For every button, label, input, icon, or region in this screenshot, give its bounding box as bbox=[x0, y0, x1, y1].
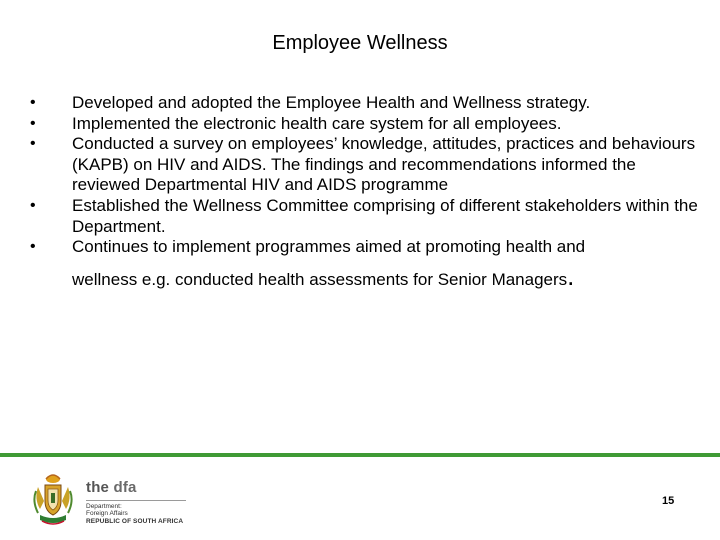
page-title: Employee Wellness bbox=[272, 32, 448, 54]
brand-subtitle bbox=[86, 503, 183, 525]
terminal-period: . bbox=[567, 260, 575, 291]
brand-subtitle-line: Foreign Affairs bbox=[86, 510, 128, 518]
footer bbox=[0, 457, 720, 540]
list-item bbox=[30, 196, 700, 237]
bullet-dot: • bbox=[30, 196, 36, 214]
bullet-text: Established the Wellness Committee comprising of different stakeholders within the Department. bbox=[72, 195, 698, 236]
bullet-text: Continues to implement programmes aimed at promoting health and bbox=[72, 237, 586, 257]
page-number: 15 bbox=[662, 495, 675, 507]
bullet-dot: • bbox=[30, 114, 36, 132]
bullet-text: Implemented the electronic health care system for all employees. bbox=[72, 113, 562, 133]
bullet-dot: • bbox=[30, 135, 36, 153]
bullet-continuation bbox=[72, 260, 700, 291]
bullet-continuation-text: wellness e.g. conducted health assessments for Senior Managers bbox=[72, 269, 568, 289]
bullet-dot: • bbox=[30, 94, 36, 111]
bullet-text: Developed and adopted the Employee Health and Wellness strategy. bbox=[72, 93, 591, 112]
brand-name bbox=[86, 479, 137, 496]
list-item bbox=[30, 93, 700, 114]
brand-subtitle-line: REPUBLIC OF SOUTH AFRICA bbox=[86, 517, 184, 525]
bullet-text: Conducted a survey on employees’ knowledge, attitudes, practices and behaviours (KAPB) on HIV and AIDS. The findings and recommendations informed the reviewed Departmental HIV and AIDS programme bbox=[72, 134, 696, 195]
coat-of-arms-icon bbox=[32, 471, 74, 529]
list-item bbox=[30, 237, 700, 290]
brand-prefix: the bbox=[86, 479, 114, 496]
brand-dfa: dfa bbox=[113, 479, 137, 496]
list-item bbox=[30, 114, 700, 135]
brand-divider bbox=[86, 500, 186, 501]
brand-subtitle-line: Department: bbox=[86, 503, 122, 510]
bullet-dot: • bbox=[30, 238, 36, 256]
bullet-list bbox=[30, 93, 700, 290]
list-item bbox=[30, 134, 700, 196]
